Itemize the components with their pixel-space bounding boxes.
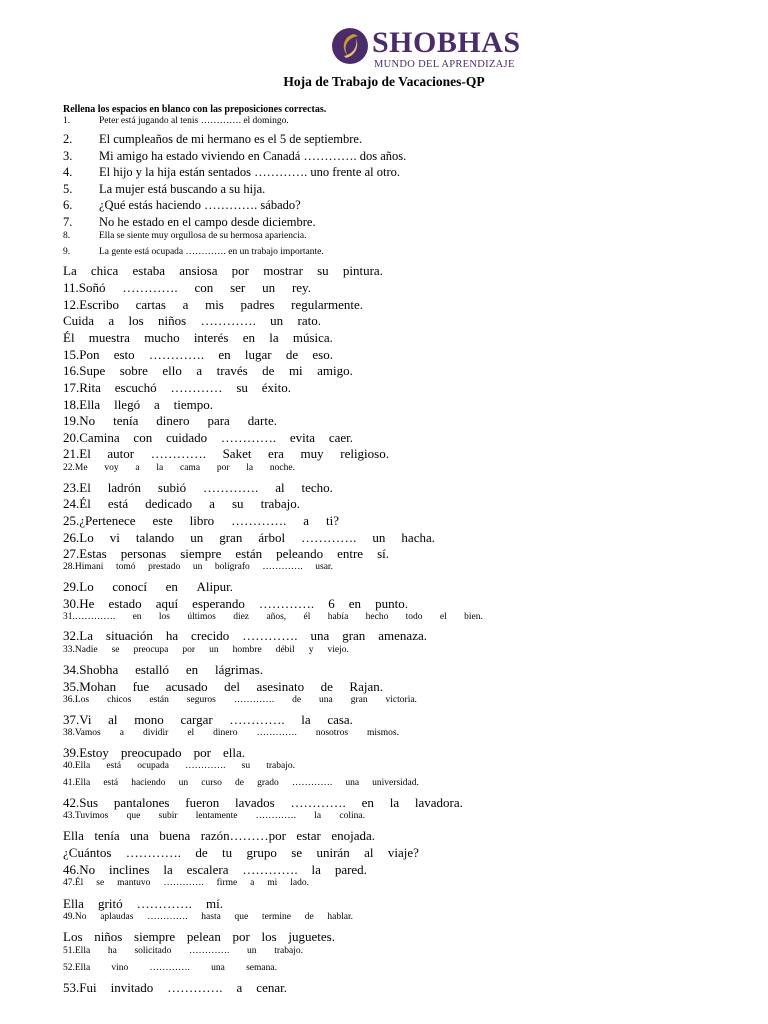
question-text: Ella ha solicitado …………. un trabajo. bbox=[74, 946, 303, 956]
question-row bbox=[63, 397, 213, 413]
question-row bbox=[63, 313, 321, 330]
question-number: 51. bbox=[63, 946, 75, 956]
question-number: 39. bbox=[63, 745, 80, 760]
question-text: Estas personas siempre están peleando entre sí. bbox=[79, 546, 389, 561]
question-number: 17. bbox=[63, 380, 80, 395]
question-row bbox=[63, 380, 291, 397]
question-row bbox=[63, 963, 277, 980]
question-text: Sus pantalones fueron lavados …………. en la lavadora. bbox=[79, 795, 463, 810]
question-text: Lo conocí en Alipur. bbox=[79, 579, 233, 594]
question-row bbox=[63, 695, 417, 712]
question-text: Él se mantuvo …………. firme a mi lado. bbox=[74, 878, 309, 888]
question-number: 18. bbox=[63, 397, 80, 412]
question-number: 47. bbox=[63, 878, 75, 888]
question-row bbox=[63, 263, 383, 280]
question-number: 27. bbox=[63, 546, 80, 561]
question-row bbox=[63, 878, 309, 896]
question-number: 23. bbox=[63, 480, 80, 495]
question-text: Escribo cartas a mis padres regularmente. bbox=[79, 297, 363, 312]
question-text: Mi amigo ha estado viviendo en Canadá …………. dos años. bbox=[99, 149, 407, 163]
question-number: 2. bbox=[63, 132, 73, 146]
question-text: Vi al mono cargar …………. la casa. bbox=[79, 712, 353, 727]
question-row bbox=[63, 132, 487, 149]
question-row bbox=[63, 430, 353, 446]
question-text: Él muestra mucho interés en la música. bbox=[63, 330, 333, 345]
question-number: 4. bbox=[63, 165, 73, 179]
question-number: 26. bbox=[63, 530, 80, 545]
question-row bbox=[63, 562, 333, 579]
question-row bbox=[63, 231, 487, 247]
question-number: 34. bbox=[63, 662, 80, 677]
question-text: No tenía dinero para darte. bbox=[79, 413, 277, 428]
question-row bbox=[63, 811, 365, 828]
question-number: 11. bbox=[63, 280, 79, 295]
question-number: 24. bbox=[63, 496, 80, 511]
question-row bbox=[63, 828, 375, 845]
shobhas-logo bbox=[330, 26, 521, 72]
question-row bbox=[63, 645, 349, 662]
question-row bbox=[63, 198, 487, 215]
question-row bbox=[63, 247, 487, 263]
question-number: 32. bbox=[63, 628, 80, 643]
question-text: El ladrón subió …………. al techo. bbox=[79, 480, 333, 495]
question-text: Ella está ocupada …………. su trabajo. bbox=[74, 761, 295, 771]
question-number: 29. bbox=[63, 579, 80, 594]
question-row bbox=[63, 530, 435, 546]
question-text: He estado aquí esperando …………. 6 en punto. bbox=[79, 596, 408, 611]
question-row bbox=[63, 912, 353, 929]
question-text: Ella se siente muy orgullosa de su hermosa apariencia. bbox=[99, 231, 307, 241]
brand-name: SHOBHAS bbox=[372, 26, 521, 59]
question-number: 7. bbox=[63, 215, 73, 229]
question-number: 21. bbox=[63, 446, 80, 461]
question-number: 15. bbox=[63, 347, 80, 362]
question-text: Vamos a dividir el dinero …………. nosotros mismos. bbox=[74, 728, 399, 738]
question-text: Me voy a la cama por la noche. bbox=[74, 463, 295, 473]
question-text: No he estado en el campo desde diciembre. bbox=[99, 215, 316, 229]
question-row bbox=[63, 980, 287, 997]
question-number: 3. bbox=[63, 149, 73, 163]
page-title: Hoja de Trabajo de Vacaciones-QP bbox=[283, 74, 485, 89]
question-text: La gente está ocupada …………. en un trabajo importante. bbox=[99, 247, 324, 257]
question-number: 8. bbox=[63, 231, 71, 241]
question-text: Nadie se preocupa por un hombre débil y viejo. bbox=[74, 645, 349, 655]
question-row bbox=[63, 413, 277, 430]
question-number: 12. bbox=[63, 297, 80, 312]
question-row bbox=[63, 297, 363, 313]
question-row bbox=[63, 628, 427, 645]
instructions: Rellena los espacios en blanco con las preposiciones correctas. bbox=[63, 104, 327, 115]
question-number: 36. bbox=[63, 695, 75, 705]
question-number: 46. bbox=[63, 862, 80, 877]
question-row bbox=[63, 182, 487, 198]
question-text: ¿Cuántos …………. de tu grupo se unirán al viaje? bbox=[63, 845, 419, 860]
question-row bbox=[63, 929, 335, 946]
question-row bbox=[63, 215, 487, 231]
question-number: 38. bbox=[63, 728, 75, 738]
question-text: ¿Pertenece este libro …………. a ti? bbox=[79, 513, 339, 528]
question-number: 1. bbox=[63, 116, 71, 126]
question-text: Himani tomó prestado un bolígrafo …………. usar. bbox=[74, 562, 333, 572]
question-row bbox=[63, 896, 223, 912]
question-text: Ella gritó …………. mí. bbox=[63, 896, 223, 911]
question-number: 37. bbox=[63, 712, 80, 727]
question-row bbox=[63, 347, 333, 363]
question-number: 35. bbox=[63, 679, 80, 694]
question-row bbox=[63, 463, 295, 480]
question-row bbox=[63, 596, 408, 612]
question-row bbox=[63, 446, 389, 463]
question-row bbox=[63, 862, 367, 878]
brand-tagline: MUNDO DEL APRENDIZAJE bbox=[374, 59, 515, 70]
question-row bbox=[63, 546, 389, 562]
question-number: 42. bbox=[63, 795, 80, 810]
question-row bbox=[63, 845, 419, 862]
question-number: 6. bbox=[63, 198, 73, 212]
question-text: Supe sobre ello a través de mi amigo. bbox=[79, 363, 353, 378]
question-row bbox=[63, 712, 353, 728]
question-number: 49. bbox=[63, 912, 75, 922]
question-text: Pon esto …………. en lugar de eso. bbox=[79, 347, 333, 362]
question-row bbox=[63, 728, 399, 745]
question-row bbox=[63, 612, 483, 628]
question-text: El autor …………. Saket era muy religioso. bbox=[79, 446, 389, 461]
question-number: 19. bbox=[63, 413, 80, 428]
question-text: Ella tenía una buena razón………por estar enojada. bbox=[63, 828, 375, 843]
question-number: 40. bbox=[63, 761, 75, 771]
question-list bbox=[63, 116, 487, 997]
question-text: Camina con cuidado …………. evita caer. bbox=[79, 430, 353, 445]
question-text: Ella está haciendo un curso de grado …………. una universidad. bbox=[74, 778, 419, 788]
question-row bbox=[63, 149, 487, 165]
question-row bbox=[63, 745, 245, 761]
question-text: Lo vi talando un gran árbol …………. un hacha. bbox=[79, 530, 435, 545]
question-row bbox=[63, 946, 303, 963]
question-number: 16. bbox=[63, 363, 80, 378]
question-text: Shobha estalló en lágrimas. bbox=[79, 662, 263, 677]
question-text: El cumpleaños de mi hermano es el 5 de septiembre. bbox=[99, 132, 363, 146]
question-row bbox=[63, 579, 233, 596]
question-text: Cuida a los niños …………. un rato. bbox=[63, 313, 321, 328]
question-text: Soñó …………. con ser un rey. bbox=[78, 280, 311, 295]
question-text: Mohan fue acusado del asesinato de Rajan. bbox=[79, 679, 383, 694]
question-row bbox=[63, 662, 263, 679]
question-text: No aplaudas …………. hasta que termine de hablar. bbox=[74, 912, 353, 922]
question-row bbox=[63, 165, 487, 182]
question-row bbox=[63, 363, 353, 380]
question-row bbox=[63, 496, 300, 513]
question-number: 43. bbox=[63, 811, 75, 821]
question-text: Los niños siempre pelean por los juguetes. bbox=[63, 929, 335, 944]
question-text: Fui invitado …………. a cenar. bbox=[79, 980, 287, 995]
question-row bbox=[63, 480, 333, 496]
question-number: 41. bbox=[63, 778, 75, 788]
question-number: 31. bbox=[63, 612, 75, 622]
question-number: 52. bbox=[63, 963, 75, 973]
question-text: …………. en los últimos diez años, él había hecho todo el bien. bbox=[74, 612, 483, 622]
logo-emblem-icon bbox=[330, 26, 370, 66]
question-row bbox=[63, 116, 487, 132]
question-number: 22. bbox=[63, 463, 75, 473]
question-text: No inclines la escalera …………. la pared. bbox=[79, 862, 367, 877]
question-text: La situación ha crecido …………. una gran amenaza. bbox=[79, 628, 427, 643]
question-text: Ella llegó a tiempo. bbox=[79, 397, 213, 412]
question-text: Él está dedicado a su trabajo. bbox=[79, 496, 300, 511]
question-text: La chica estaba ansiosa por mostrar su pintura. bbox=[63, 263, 383, 278]
question-number: 5. bbox=[63, 182, 73, 196]
question-number: 9. bbox=[63, 247, 71, 257]
question-text: Peter está jugando al tenis …………. el domingo. bbox=[99, 116, 289, 126]
question-row bbox=[63, 795, 463, 811]
question-text: Rita escuchó ………… su éxito. bbox=[79, 380, 291, 395]
question-text: Tuvimos que subir lentamente …………. la colina. bbox=[74, 811, 365, 821]
question-number: 53. bbox=[63, 980, 80, 995]
question-row bbox=[63, 679, 383, 695]
question-number: 25. bbox=[63, 513, 80, 528]
question-text: Ella vino …………. una semana. bbox=[74, 963, 277, 973]
question-number: 30. bbox=[63, 596, 80, 611]
question-row bbox=[63, 330, 333, 347]
question-number: 28. bbox=[63, 562, 75, 572]
question-text: Estoy preocupado por ella. bbox=[79, 745, 245, 760]
question-row bbox=[63, 280, 311, 297]
question-text: ¿Qué estás haciendo …………. sábado? bbox=[99, 198, 301, 212]
question-text: El hijo y la hija están sentados …………. uno frente al otro. bbox=[99, 165, 400, 179]
question-number: 20. bbox=[63, 430, 80, 445]
question-row bbox=[63, 778, 419, 795]
question-number: 33. bbox=[63, 645, 75, 655]
question-row bbox=[63, 761, 295, 778]
question-row bbox=[63, 513, 339, 530]
question-text: La mujer está buscando a su hija. bbox=[99, 182, 266, 196]
question-text: Los chicos están seguros …………. de una gran victoria. bbox=[74, 695, 417, 705]
